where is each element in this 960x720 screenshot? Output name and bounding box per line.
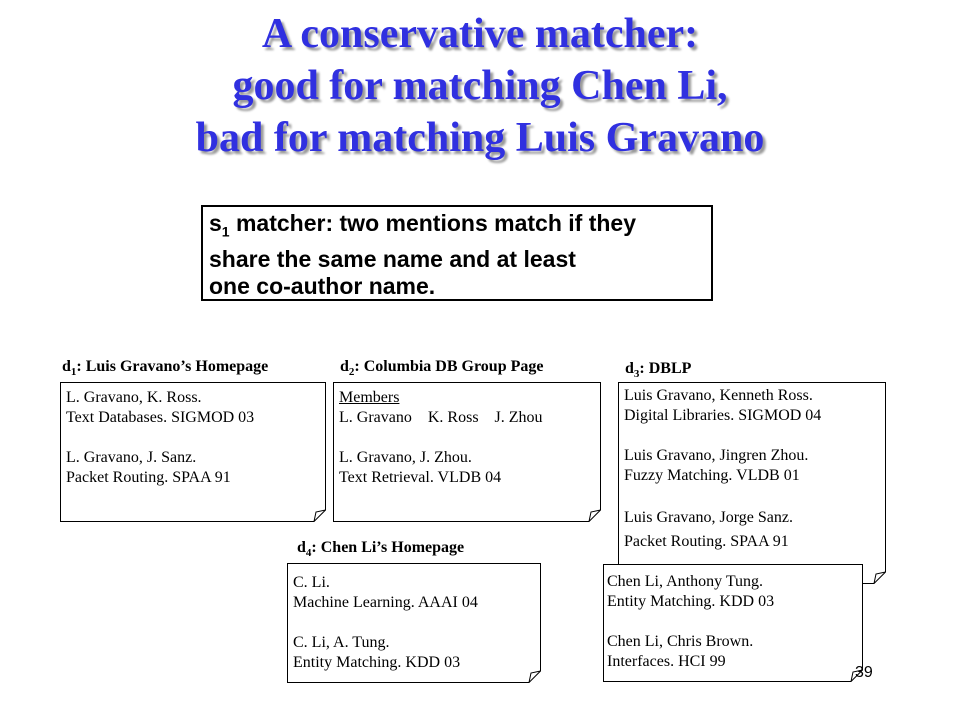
d4-label-d: d [297,539,306,556]
d3-line-6: Packet Routing. SPAA 91 [624,533,789,550]
d1-line-2: Text Databases. SIGMOD 03 [66,409,255,426]
d1-label-d: d [62,358,71,375]
d3-line-3: Luis Gravano, Jingren Zhou. [624,447,809,464]
rule-line-2: share the same name and at least [209,245,576,272]
d2-line-1: L. Gravano, J. Zhou. [339,449,472,466]
d4-label [297,539,464,559]
d1-line-3: L. Gravano, J. Sanz. [66,449,197,466]
d4-label-sub: 4 [305,547,312,560]
d2-members-heading: Members [339,389,400,406]
d4-line-4: Entity Matching. KDD 03 [293,654,461,671]
d3-extra-line-4: Interfaces. HCI 99 [607,653,726,670]
page-number: 39 [855,664,873,681]
d2-members-list: L. Gravano K. Ross J. Zhou [339,409,543,426]
title-line-2: good for matching Chen Li, [232,63,728,109]
d3-extra-line-1: Chen Li, Anthony Tung. [607,573,764,590]
d1-label [62,358,268,378]
d1-label-sub: 1 [70,366,77,379]
d3-extra-line-2: Entity Matching. KDD 03 [607,593,775,610]
title-line-3: bad for matching Luis Gravano [195,115,765,161]
d4-document [287,563,541,683]
d3-line-2: Digital Libraries. SIGMOD 04 [624,407,822,424]
d4-line-2: Machine Learning. AAAI 04 [293,594,478,611]
d2-document [333,382,601,522]
d3-label [625,360,691,380]
rule-line-3: one co-author name. [209,272,436,299]
rule-s: s [209,210,222,236]
d3-label-d: d [625,360,634,377]
d4-line-1: C. Li. [293,574,330,591]
d1-line-4: Packet Routing. SPAA 91 [66,469,231,486]
d3-line-5: Luis Gravano, Jorge Sanz. [624,509,793,526]
d4-line-3: C. Li, A. Tung. [293,634,390,651]
d1-label-text: : Luis Gravano’s Homepage [76,358,269,375]
d3-line-4: Fuzzy Matching. VLDB 01 [624,467,800,484]
d1-line-1: L. Gravano, K. Ross. [66,389,202,406]
d3-extra-line-3: Chen Li, Chris Brown. [607,633,754,650]
d2-line-2: Text Retrieval. VLDB 04 [339,469,502,486]
d2-label-text: : Columbia DB Group Page [354,358,544,375]
d4-label-text: : Chen Li’s Homepage [311,539,465,556]
matcher-rule-box [201,205,713,301]
d2-label [340,358,543,378]
d3-document [618,382,886,584]
rule-sub: 1 [221,223,230,240]
d2-label-sub: 2 [348,366,355,379]
d3-line-1: Luis Gravano, Kenneth Ross. [624,387,813,404]
d3-continued-document [603,564,863,682]
rule-line-1 [209,210,705,246]
d3-label-text: : DBLP [639,360,692,377]
d2-label-d: d [340,358,349,375]
slide-title [0,8,960,164]
title-line-1: A conservative matcher: [261,11,699,57]
d1-document [60,382,326,522]
d3-label-sub: 3 [633,368,640,381]
rule-line-1-rest: matcher: two mentions match if they [229,210,636,236]
